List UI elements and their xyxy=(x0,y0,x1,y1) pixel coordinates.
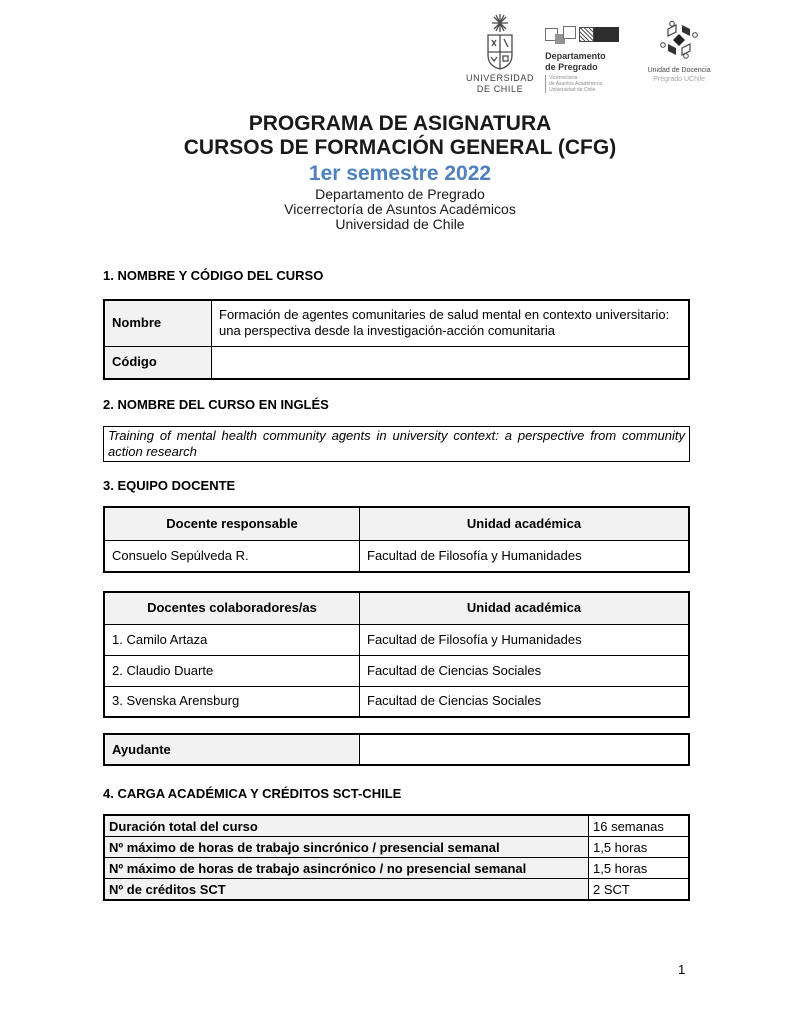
docencia-logo-line1: Unidad de Docencia xyxy=(647,67,711,74)
collaborator-unit-cell: Facultad de Ciencias Sociales xyxy=(360,655,690,686)
code-value-cell xyxy=(212,346,690,379)
table-row xyxy=(104,624,689,655)
subtitle-line3: Universidad de Chile xyxy=(335,216,465,232)
table-header-row xyxy=(104,507,689,540)
course-name-table xyxy=(103,299,690,380)
pregrado-logo-sub2: de Asuntos Académicos xyxy=(549,81,603,87)
table-row xyxy=(104,346,689,379)
pregrado-logo-subtext xyxy=(545,75,629,93)
load-label-cell: Nº de créditos SCT xyxy=(104,879,589,901)
load-value-cell: 16 semanas xyxy=(589,815,690,837)
document-content xyxy=(103,268,690,901)
table-row xyxy=(104,858,689,879)
pregrado-squares-icon xyxy=(545,25,629,49)
load-value-cell: 1,5 horas xyxy=(589,858,690,879)
responsible-col2-header: Unidad académica xyxy=(360,507,690,540)
collaborator-name-cell: 3. Svenska Arensburg xyxy=(104,686,360,717)
uchile-logo-line2: DE CHILE xyxy=(476,84,524,94)
collaborators-col2-header: Unidad académica xyxy=(360,592,690,624)
document-title-line1: PROGRAMA DE ASIGNATURA xyxy=(248,112,552,135)
pregrado-logo-title2: de Pregrado xyxy=(545,61,598,72)
collaborator-unit-cell: Facultad de Filosofía y Humanidades xyxy=(360,624,690,655)
load-label-cell: Duración total del curso xyxy=(104,815,589,837)
pregrado-logo-sub1: Vicerrectoría xyxy=(549,75,578,81)
load-label-cell: Nº máximo de horas de trabajo sincrónico / presencial semanal xyxy=(104,837,589,858)
collaborators-table xyxy=(103,591,690,718)
uchile-logo-text xyxy=(466,73,534,95)
section3-heading: 3. EQUIPO DOCENTE xyxy=(103,478,236,493)
name-label-cell: Nombre xyxy=(104,300,212,346)
load-value-cell: 1,5 horas xyxy=(589,837,690,858)
page-number: 1 xyxy=(678,962,686,977)
table-header-row xyxy=(104,592,689,624)
section4-heading: 4. CARGA ACADÉMICA Y CRÉDITOS SCT-CHILE xyxy=(103,786,402,801)
academic-load-table xyxy=(103,814,690,901)
assistant-value-cell xyxy=(360,734,690,765)
header-logos xyxy=(466,13,718,95)
collaborator-unit-cell: Facultad de Ciencias Sociales xyxy=(360,686,690,717)
section2-heading: 2. NOMBRE DEL CURSO EN INGLÉS xyxy=(103,397,329,412)
table-row xyxy=(104,837,689,858)
table-row xyxy=(104,734,689,765)
load-label-cell: Nº máximo de horas de trabajo asincrónico / no presencial semanal xyxy=(104,858,589,879)
docencia-pinwheel-icon xyxy=(660,21,698,59)
responsible-unit-cell: Facultad de Filosofía y Humanidades xyxy=(360,540,690,572)
table-row xyxy=(104,540,689,572)
subtitle-line2: Vicerrectoría de Asuntos Académicos xyxy=(284,201,516,217)
collaborator-name-cell: 1. Camilo Artaza xyxy=(104,624,360,655)
pregrado-logo-title1: Departamento xyxy=(545,51,606,61)
responsible-col1-header: Docente responsable xyxy=(104,507,360,540)
table-row xyxy=(104,879,689,901)
subtitle-line1: Departamento de Pregrado xyxy=(315,186,485,202)
uchile-crest-icon xyxy=(474,13,526,71)
code-label-cell: Código xyxy=(104,346,212,379)
section1-heading: 1. NOMBRE Y CÓDIGO DEL CURSO xyxy=(103,268,324,283)
subtitle-block xyxy=(0,187,800,232)
assistant-label-cell: Ayudante xyxy=(104,734,360,765)
pregrado-logo xyxy=(545,25,629,93)
docencia-logo-line2: Pregrado UChile xyxy=(653,75,705,83)
docencia-logo xyxy=(640,21,718,84)
load-value-cell: 2 SCT xyxy=(589,879,690,901)
english-name-box: Training of mental health community agents in university context: a perspective from community action research xyxy=(103,426,690,462)
responsible-teacher-table xyxy=(103,506,690,573)
table-row xyxy=(104,655,689,686)
responsible-name-cell: Consuelo Sepúlveda R. xyxy=(104,540,360,572)
collaborators-col1-header: Docentes colaboradores/as xyxy=(104,592,360,624)
pregrado-logo-title xyxy=(545,51,629,72)
document-title-line2: CURSOS DE FORMACIÓN GENERAL (CFG) xyxy=(183,136,617,159)
title-block xyxy=(0,112,800,232)
table-row xyxy=(104,300,689,346)
assistant-table xyxy=(103,733,690,766)
pregrado-logo-sub3: Universidad de Chile xyxy=(549,87,596,93)
collaborator-name-cell: 2. Claudio Duarte xyxy=(104,655,360,686)
uchile-logo-line1: UNIVERSIDAD xyxy=(466,73,535,83)
uchile-logo xyxy=(466,13,534,95)
table-row xyxy=(104,815,689,837)
semester-title: 1er semestre 2022 xyxy=(308,162,492,185)
table-row xyxy=(104,686,689,717)
name-value-cell: Formación de agentes comunitaries de salud mental en contexto universitario: una perspectiva desde la investigación-acción comunitaria xyxy=(212,300,690,346)
